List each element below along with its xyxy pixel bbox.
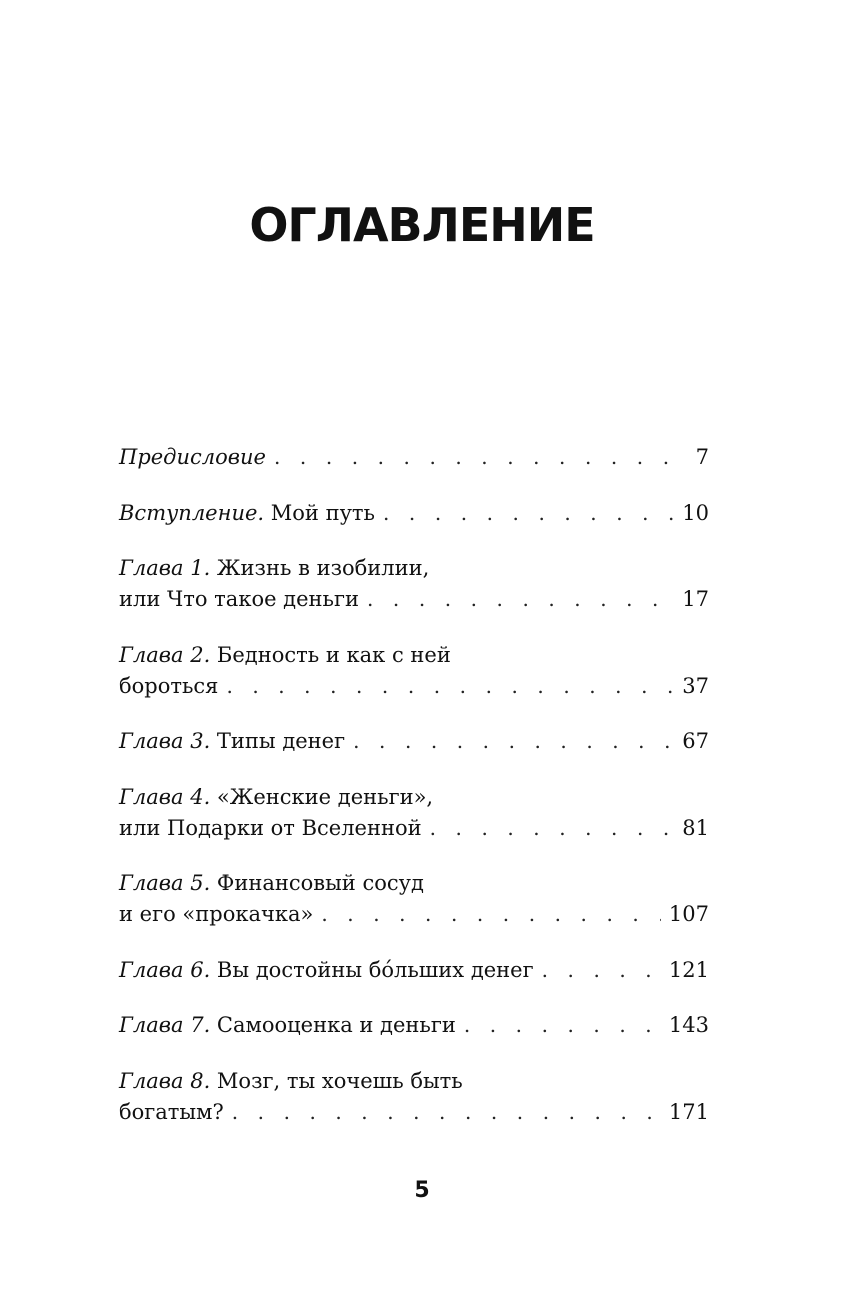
toc-entry-preface[interactable] bbox=[119, 442, 709, 473]
dot-leader bbox=[274, 442, 688, 473]
toc-entry-title: Типы денег bbox=[210, 729, 346, 753]
toc-entry-title: Финансовый сосуд bbox=[210, 871, 424, 895]
toc-entry-title-continued: или Подарки от Вселенной bbox=[119, 815, 422, 840]
toc-entry-italic-label: Вступление. bbox=[119, 500, 265, 525]
toc-entry-chapter-6[interactable] bbox=[119, 955, 709, 986]
toc-entry-title-continued: богатым? bbox=[119, 1099, 224, 1124]
toc-entry-chapter-2[interactable] bbox=[119, 640, 709, 702]
toc-entry-line bbox=[119, 498, 709, 529]
toc-page-number: 67 bbox=[682, 729, 709, 753]
toc-entry-title-continued: и его «прокачка» bbox=[119, 902, 314, 926]
dot-leader bbox=[367, 584, 674, 615]
toc-entry-line bbox=[119, 955, 709, 986]
toc-entry-line bbox=[119, 1010, 709, 1041]
dot-leader bbox=[464, 1010, 661, 1041]
toc-entry-first-line bbox=[119, 868, 709, 899]
dot-leader bbox=[542, 955, 661, 986]
toc-entry-chapter-4[interactable] bbox=[119, 782, 709, 844]
toc-entry-first-line bbox=[119, 782, 709, 813]
toc-page-number: 121 bbox=[668, 957, 709, 982]
toc-entry-chapter-1[interactable] bbox=[119, 553, 709, 615]
toc-entry-label bbox=[119, 498, 375, 529]
dot-leader bbox=[430, 813, 675, 844]
toc-entry-italic-label: Глава 6. bbox=[119, 957, 211, 982]
toc-entry-label bbox=[119, 955, 534, 986]
toc-entry-line bbox=[119, 899, 709, 930]
toc-entry-italic-label: Глава 1. bbox=[119, 556, 211, 580]
toc-entry-italic-label: Глава 5. bbox=[119, 871, 211, 895]
toc-entry-line bbox=[119, 671, 709, 702]
toc-entry-title-continued: или Что такое деньги bbox=[119, 587, 359, 611]
toc-entry-chapter-7[interactable] bbox=[119, 1010, 709, 1041]
dot-leader bbox=[321, 899, 661, 930]
toc-entry-title: Мой путь bbox=[264, 500, 375, 525]
toc-page-number: 143 bbox=[668, 1013, 709, 1037]
toc-entry-title-continued: бороться bbox=[119, 673, 219, 698]
toc-entry-italic-label: Предисловие bbox=[119, 445, 266, 469]
toc-entry-label bbox=[119, 442, 266, 473]
toc-entry-label bbox=[119, 1010, 456, 1041]
toc-entry-first-line bbox=[119, 640, 709, 671]
toc-entry-title: Самооценка и деньги bbox=[210, 1013, 456, 1037]
toc-entry-line bbox=[119, 813, 709, 844]
toc-entry-first-line bbox=[119, 553, 709, 584]
toc-entry-italic-label: Глава 7. bbox=[119, 1013, 211, 1037]
page-footer-number: 5 bbox=[414, 1178, 430, 1203]
toc-entry-introduction[interactable] bbox=[119, 498, 709, 529]
toc-entry-chapter-3[interactable] bbox=[119, 726, 709, 757]
toc-entry-first-line bbox=[119, 1066, 709, 1097]
dot-leader bbox=[383, 498, 674, 529]
table-of-contents bbox=[119, 442, 709, 1152]
toc-entry-line bbox=[119, 1097, 709, 1128]
toc-entry-label bbox=[119, 726, 345, 757]
toc-page-number: 171 bbox=[668, 1099, 709, 1124]
toc-entry-italic-label: Глава 3. bbox=[119, 729, 211, 753]
toc-entry-title: Бедность и как с ней bbox=[210, 642, 451, 667]
toc-entry-italic-label: Глава 2. bbox=[119, 642, 211, 667]
toc-entry-line bbox=[119, 584, 709, 615]
toc-entry-line bbox=[119, 726, 709, 757]
toc-entry-italic-label: Глава 4. bbox=[119, 784, 211, 809]
toc-page-number: 37 bbox=[682, 673, 709, 698]
dot-leader bbox=[226, 671, 674, 702]
toc-page-number: 107 bbox=[668, 902, 709, 926]
dot-leader bbox=[232, 1097, 661, 1128]
toc-entry-title: Мозг, ты хочешь быть bbox=[210, 1068, 463, 1093]
toc-page-number: 10 bbox=[682, 500, 709, 525]
toc-entry-line bbox=[119, 442, 709, 473]
toc-entry-title: Жизнь в изобилии, bbox=[210, 556, 430, 580]
toc-entry-italic-label: Глава 8. bbox=[119, 1068, 211, 1093]
dot-leader bbox=[353, 726, 674, 757]
toc-entry-title: «Женские деньги», bbox=[210, 784, 434, 809]
toc-entry-title: Вы достойны бо́льших денег bbox=[210, 957, 534, 982]
toc-entry-chapter-8[interactable] bbox=[119, 1066, 709, 1128]
toc-entry-chapter-5[interactable] bbox=[119, 868, 709, 930]
toc-page-number: 17 bbox=[682, 587, 709, 611]
toc-page-number: 81 bbox=[682, 815, 709, 840]
toc-page-number: 7 bbox=[695, 445, 709, 469]
page-title: ОГЛАВЛЕНИЕ bbox=[249, 198, 595, 252]
